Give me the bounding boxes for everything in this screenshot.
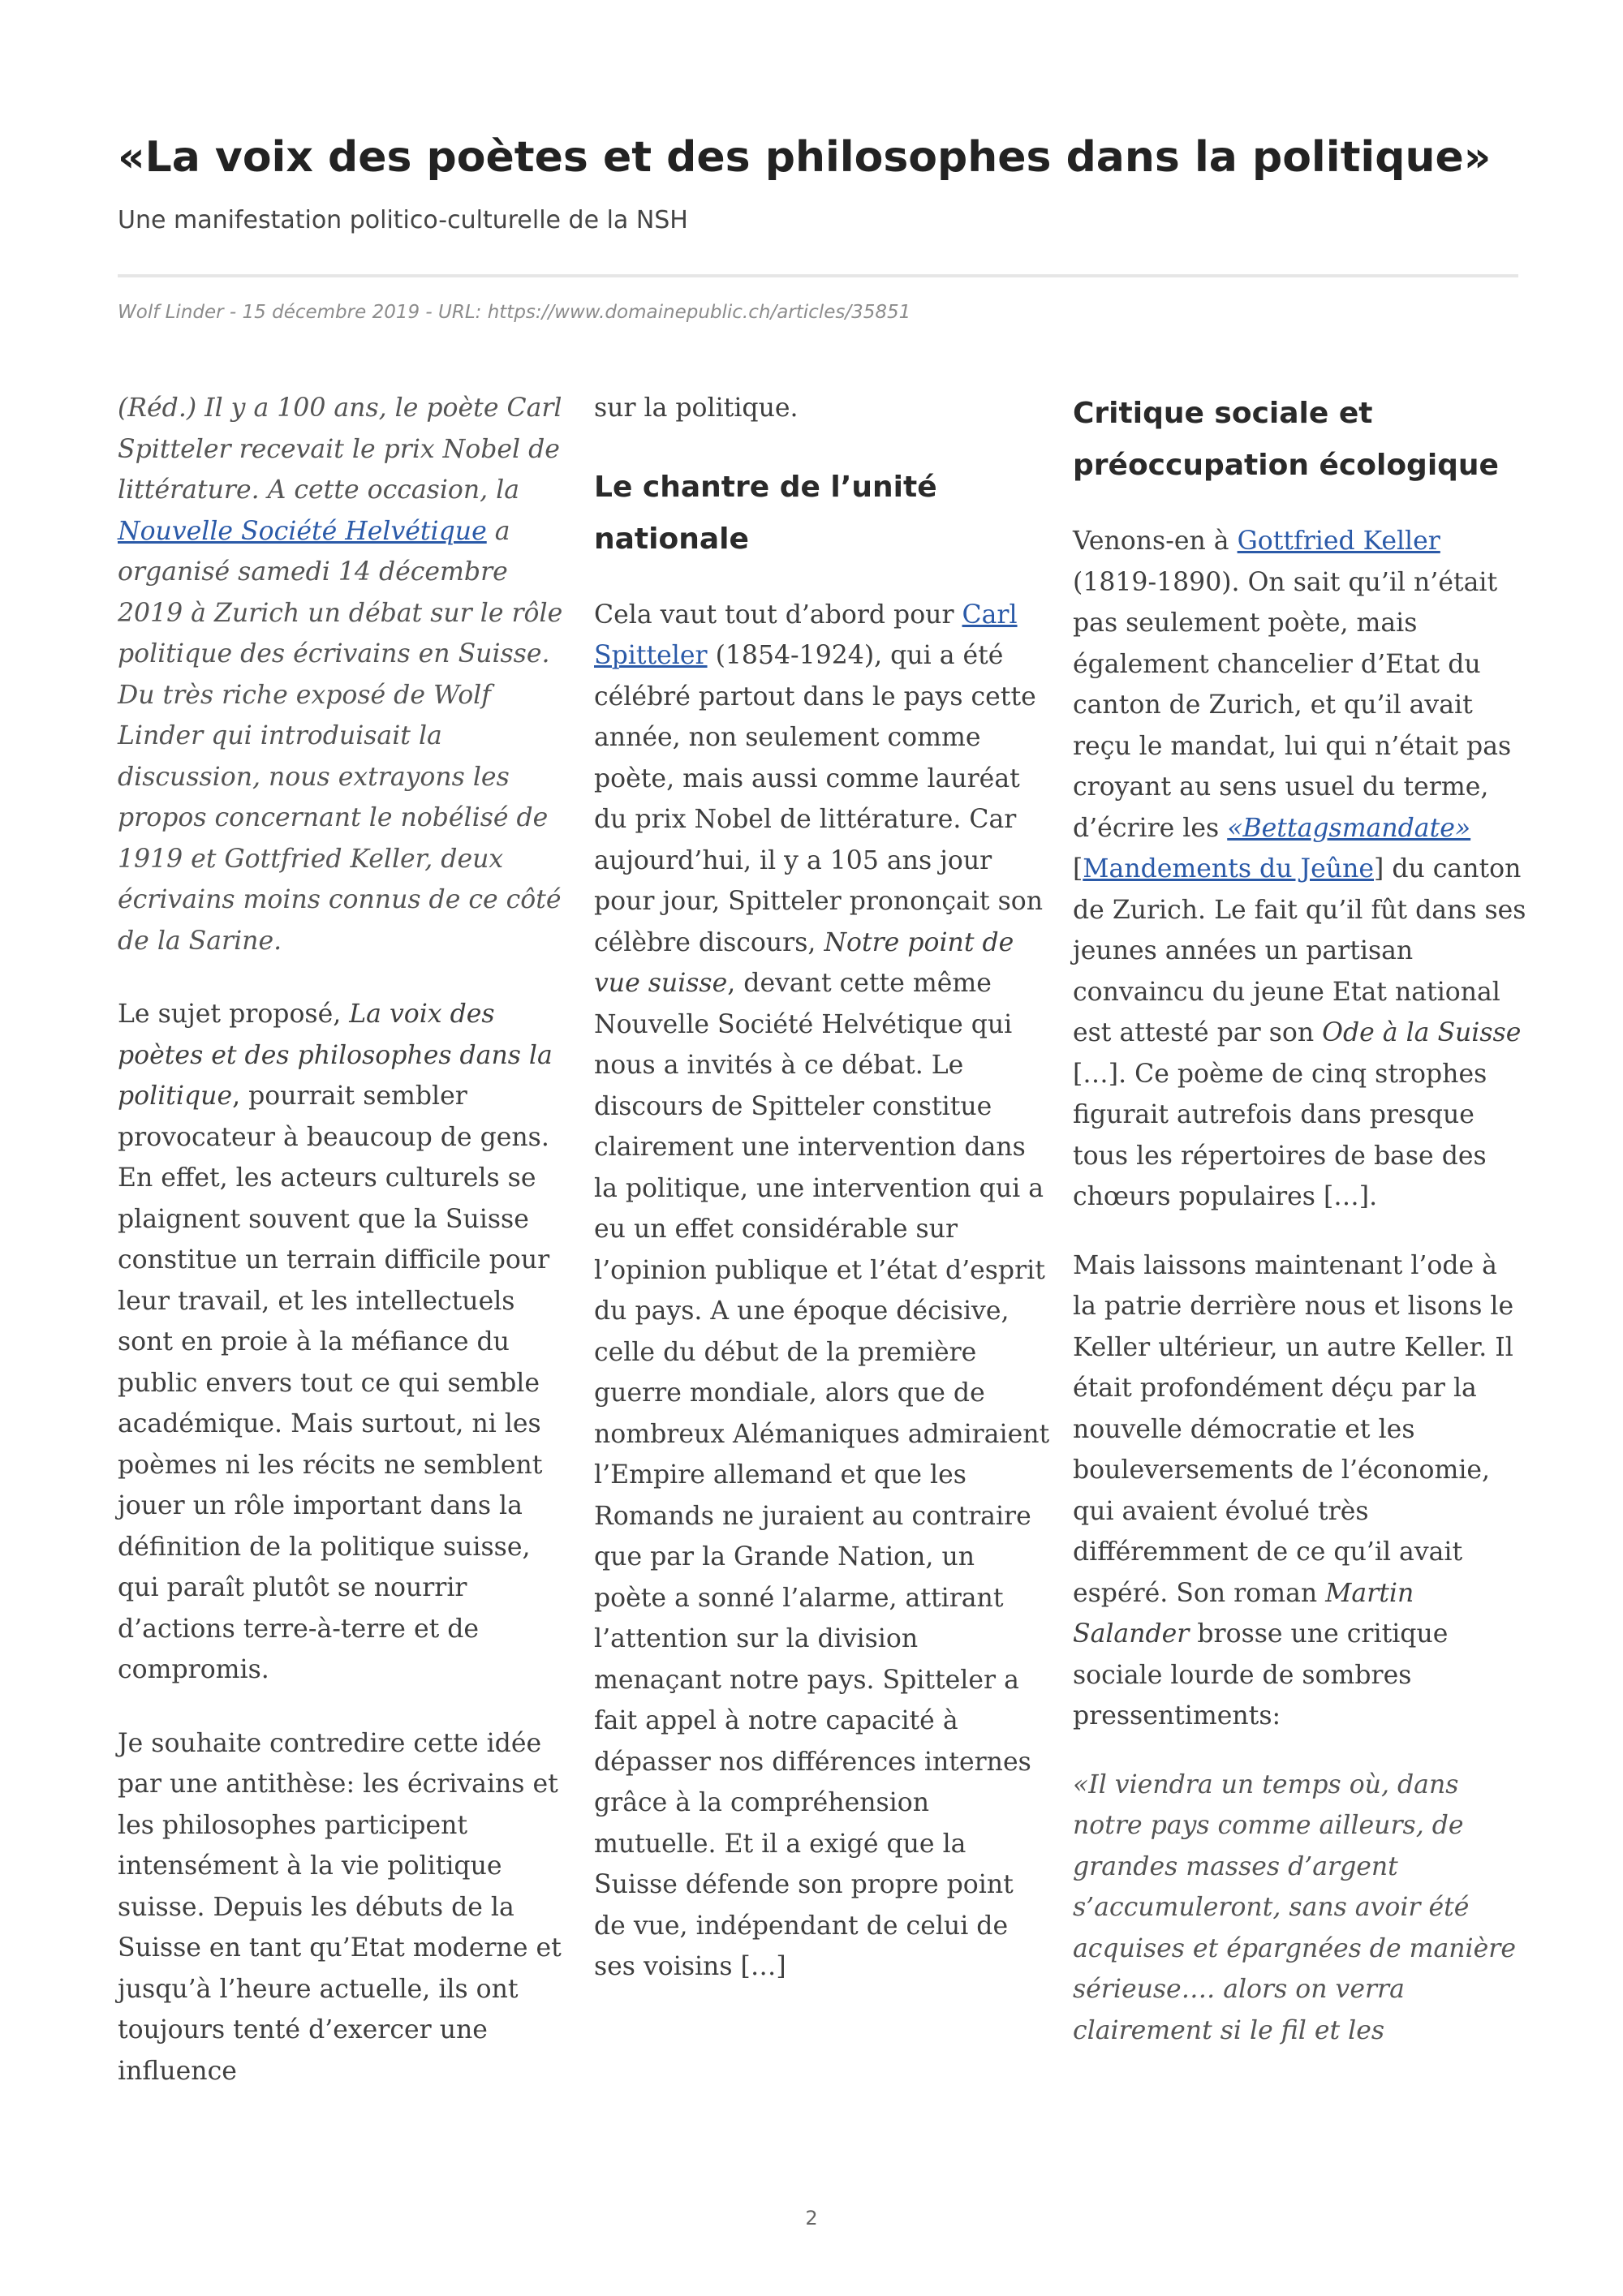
column-2 <box>594 388 1053 2020</box>
link-gottfried-keller[interactable]: Gottfried Keller <box>1237 527 1440 556</box>
paragraph-text: Cela vaut tout d’abord pour <box>594 600 962 630</box>
paragraph-text: , pourrait sembler provocateur à beaucoup de gens. En effet, les acteurs culturels se plaignent souvent que la Suisse constitue un terrain difficile pour leur travail, et les intellectuels sont en proie à la méfiance du public envers tout ce qui semble académique. Mais surtout, ni les poèmes ni les récits ne semblent jouer un rôle important dans la définition de la politique suisse, qui paraît plutôt se nourrir d’actions terre-à-terre et de compromis. <box>118 1081 550 1684</box>
paragraph <box>1073 1245 1527 1737</box>
paragraph-text: Mais laissons maintenant l’ode à la patrie derrière nous et lisons le Keller ultérieur, un autre Keller. Il était profondément déçu par la nouvelle démocratie et les bouleversements de l’économie, qui avaient évolué très différemment de ce qu’il avait espéré. Son roman <box>1073 1250 1514 1608</box>
emphasis-title: Notre point de vue suisse <box>594 927 1014 998</box>
link-bettagsmandate[interactable]: «Bettagsmandate» <box>1227 813 1471 843</box>
paragraph-text: (1854-1924), qui a été célébré partout dans le pays cette année, non seulement comme poète, mais aussi comme lauréat du prix Nobel de littérature. Car aujourd’hui, il y a 105 ans jour pour jour, Spitteler prononçait son célèbre discours, <box>594 641 1044 957</box>
paragraph <box>118 994 572 1691</box>
paragraph-text: […]. Ce poème de cinq strophes figurait autrefois dans presque tous les répertoires de base des chœurs populaires […]. <box>1073 1059 1487 1211</box>
header-divider <box>118 274 1518 277</box>
emphasis-title: La voix des poètes et des philosophes dans la politique <box>118 1000 553 1111</box>
article-subtitle: Une manifestation politico-culturelle de la NSH <box>118 206 688 234</box>
column-1 <box>118 388 572 2124</box>
paragraph: Je souhaite contredire cette idée par une antithèse: les écrivains et les philosophes participent intensément à la vie politique suisse. Depuis les débuts de la Suisse en tant qu’Etat moderne et jusqu’à l’heure actuelle, ils ont toujours tenté d’exercer une influence <box>118 1728 562 2086</box>
article-title: «La voix des poètes et des philosophes dans la politique» <box>118 133 1492 182</box>
paragraph: sur la politique. <box>594 393 799 423</box>
paragraph <box>594 595 1053 1988</box>
paragraph-text: , devant cette même Nouvelle Société Helvétique qui nous a invités à ce débat. Le discours de Spitteler constitue clairement une intervention dans la politique, une intervention qui a eu un effet considérable sur l’opinion publique et l’état d’esprit du pays. A une époque décisive, celle du début de la première guerre mondiale, alors que de nombreux Alémaniques admiraient l’Empire allemand et que les Romands ne juraient au contraire que par la Grande Nation, un poète a sonné l’alarme, attirant l’attention sur la division menaçant notre pays. Spitteler a fait appel à notre capacité à dépasser nos différences internes grâce à la compréhension mutuelle. Et il a exigé que la Suisse défende son propre point de vue, indépendant de celui de ses voisins […] <box>594 969 1050 1981</box>
intro-text-a: (Réd.) Il y a 100 ans, le poète Carl Spitteler recevait le prix Nobel de littérature. A cette occasion, la <box>118 393 562 505</box>
quotation: «Il viendra un temps où, dans notre pays comme ailleurs, de grandes masses d’argent s’accumuleront, sans avoir été acquises et épargnées de manière sérieuse…. alors on verra clairement si le fil et les <box>1073 1769 1516 2045</box>
page-number: 2 <box>805 2207 818 2229</box>
paragraph-text: Venons-en à <box>1073 527 1238 556</box>
section-heading-unite-nationale: Le chantre de l’unité nationale <box>594 470 937 556</box>
link-mandements-du-jeune[interactable]: Mandements du Jeûne <box>1083 854 1375 884</box>
emphasis-title: Ode à la Suisse <box>1322 1018 1522 1047</box>
section-heading-critique-sociale: Critique sociale et préoccupation écologique <box>1073 397 1499 482</box>
paragraph-text: ] du canton de Zurich. Le fait qu’il fût dans ses jeunes années un partisan convaincu du jeune Etat national est attesté par son <box>1073 854 1526 1047</box>
column-3 <box>1073 388 1527 2083</box>
intro-text-b: a organisé samedi 14 décembre 2019 à Zurich un débat sur le rôle politique des écrivains en Suisse. Du très riche exposé de Wolf Linder qui introduisait la discussion, nous extrayons les propos concernant le nobélisé de 1919 et Gottfried Keller, deux écrivains moins connus de ce côté de la Sarine. <box>118 516 563 956</box>
article-meta: Wolf Linder - 15 décembre 2019 - URL: https://www.domainepublic.ch/articles/35851 <box>118 302 911 323</box>
paragraph-text: Le sujet proposé, <box>118 1000 350 1029</box>
editor-intro <box>118 388 572 961</box>
link-nouvelle-societe-helvetique[interactable]: Nouvelle Société Helvétique <box>118 516 487 546</box>
emphasis-title: Martin Salander <box>1073 1578 1414 1649</box>
link-carl-spitteler[interactable]: Carl Spitteler <box>594 600 1018 670</box>
paragraph-text: [ <box>1073 854 1083 884</box>
paragraph-text: (1819-1890). On sait qu’il n’était pas seulement poète, mais également chancelier d’Etat du canton de Zurich, et qu’il avait reçu le mandat, lui qui n’était pas croyant au sens usuel du terme, d’écrire les <box>1073 567 1512 843</box>
paragraph-text: brosse une critique sociale lourde de sombres pressentiments: <box>1073 1619 1449 1731</box>
paragraph <box>1073 521 1527 1218</box>
